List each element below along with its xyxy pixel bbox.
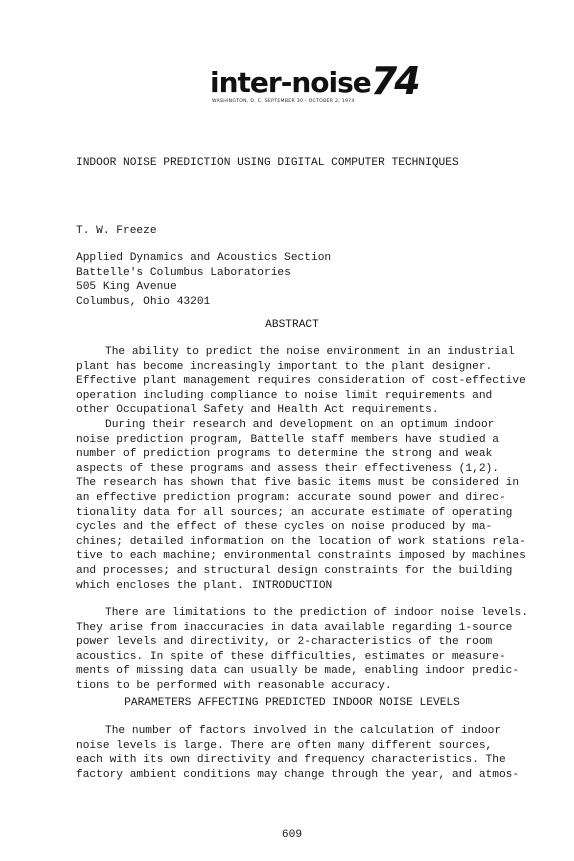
text-line: tions to be performed with reasonable accuracy.	[76, 679, 392, 692]
conference-logo	[210, 59, 418, 104]
text-line: The research has shown that five basic items must be considered in	[76, 477, 520, 490]
text-line: number of prediction programs to determine the strong and weak	[76, 448, 493, 461]
text-line: The number of factors involved in the calculation of indoor	[105, 725, 502, 737]
logo-brand: inter-noise	[210, 66, 371, 99]
affiliation-line: 505 King Avenue	[76, 281, 177, 294]
abstract-heading: ABSTRACT	[265, 319, 319, 331]
author-affiliation	[76, 251, 331, 309]
text-line: and processes; and structural design constraints for the building	[76, 564, 513, 577]
text-line: cycles and the effect of these cycles on noise produced by ma-	[76, 521, 493, 534]
text-line: chines; detailed information on the location of work stations rela-	[76, 535, 526, 548]
text-line: aspects of these programs and assess their effectiveness (1,2).	[76, 462, 499, 475]
text-line: acoustics. In spite of these difficulties, estimates or measure-	[76, 650, 506, 663]
text-line: which encloses the plant.	[76, 579, 244, 592]
affiliation-line: Battelle's Columbus Laboratories	[76, 266, 291, 279]
parameters-heading: PARAMETERS AFFECTING PREDICTED INDOOR NOISE LEVELS	[124, 697, 460, 709]
affiliation-line: Columbus, Ohio 43201	[76, 295, 211, 308]
introduction-heading: INTRODUCTION	[251, 580, 333, 592]
text-line: an effective prediction program: accurate sound power and direc-	[76, 491, 506, 504]
affiliation-line: Applied Dynamics and Acoustics Section	[76, 252, 332, 264]
text-line: factory ambient conditions may change through the year, and atmos-	[76, 768, 520, 781]
logo-number: 74	[370, 59, 418, 103]
text-line: plant has become increasingly important to the plant designer.	[76, 360, 493, 373]
text-line: noise prediction program, Battelle staff members have studied a	[76, 433, 499, 446]
text-line: ments of missing data can usually be made, enabling indoor predic-	[76, 665, 520, 678]
text-line: operation including compliance to noise limit requirements and	[76, 389, 493, 402]
text-line: tionality data for all sources; an accurate estimate of operating	[76, 506, 513, 519]
text-line: The ability to predict the noise environment in an industrial	[105, 346, 515, 358]
text-line: Effective plant management requires consideration of cost-effective	[76, 375, 526, 388]
text-line: They arise from inaccuracies in data available regarding 1-source	[76, 621, 513, 634]
page-number: 609	[281, 829, 303, 841]
paper-title: INDOOR NOISE PREDICTION USING DIGITAL COMPUTER TECHNIQUES	[76, 157, 459, 169]
text-line: power levels and directivity, or 2-characteristics of the room	[76, 636, 493, 649]
logo-subtitle: WASHINGTON, D. C. SEPTEMBER 30 - OCTOBER 2, 1974	[212, 99, 355, 104]
parameters-paragraph	[76, 724, 520, 782]
text-line: tive to each machine; environmental constraints imposed by machines	[76, 550, 526, 563]
abstract-paragraph-1	[76, 345, 526, 418]
introduction-paragraph	[76, 606, 528, 694]
abstract-paragraph-2	[76, 418, 526, 593]
text-line: There are limitations to the prediction of indoor noise levels.	[105, 607, 528, 619]
text-line: During their research and development on an optimum indoor	[105, 419, 495, 431]
author-name: T. W. Freeze	[76, 225, 157, 237]
text-line: each with its own directivity and frequency characteristics. The	[76, 754, 506, 767]
text-line: noise levels is large. There are often many different sources,	[76, 739, 493, 752]
text-line: other Occupational Safety and Health Act requirements.	[76, 404, 439, 417]
